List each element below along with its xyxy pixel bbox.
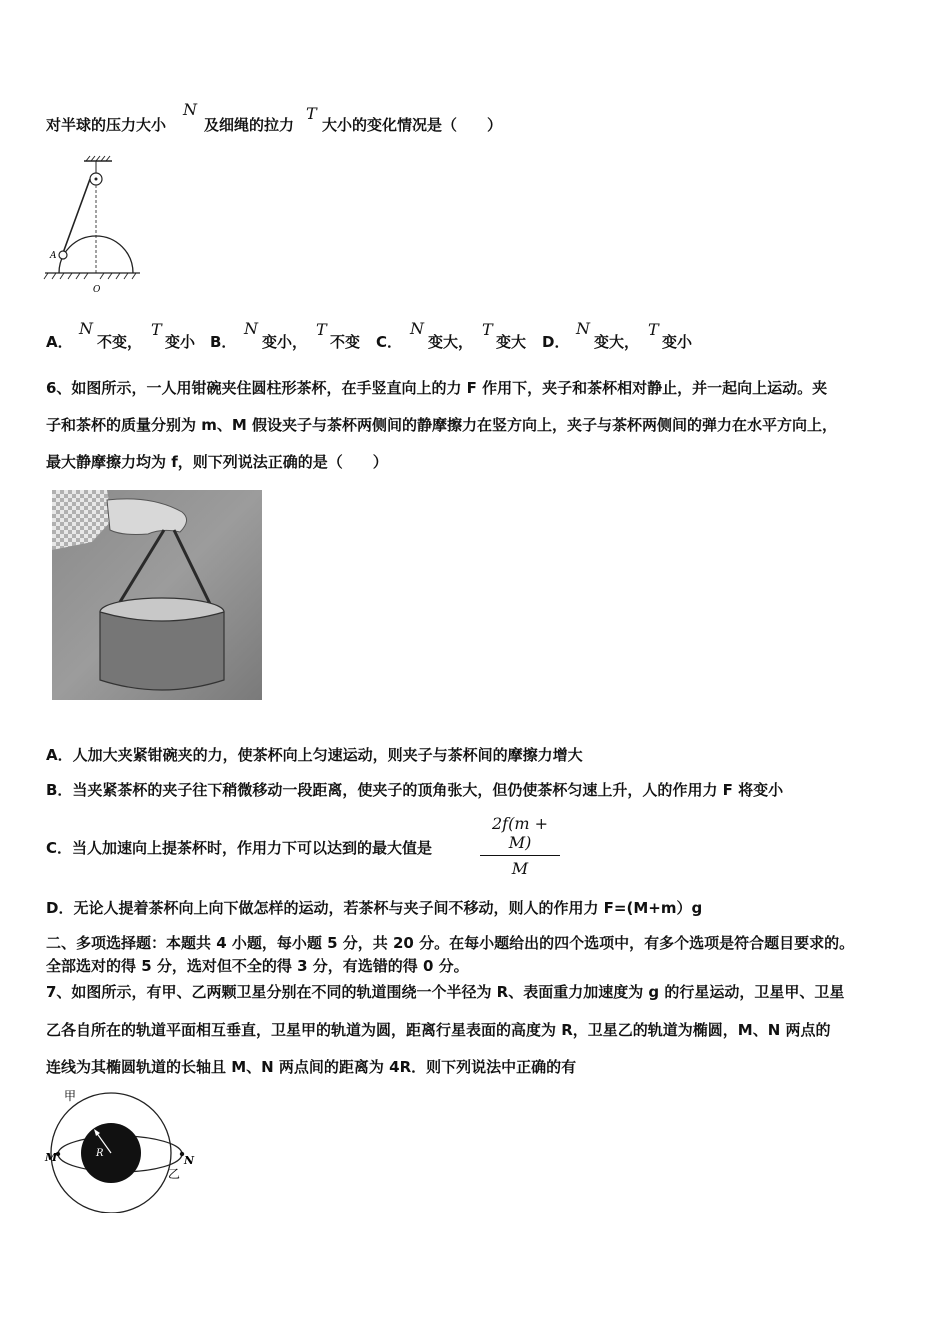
q6-option-c: C．当人加速向上提茶杯时，作用力下可以达到的最大值是: [46, 839, 433, 857]
q6-option-c-fraction: [480, 814, 560, 878]
label-R: R: [96, 1148, 104, 1159]
ball-icon: [59, 251, 67, 259]
q7-line1: 7、如图所示，有甲、乙两颗卫星分别在不同的轨道围绕一个半径为 R、表面重力加速度为 g 的行星运动，卫星甲、卫星: [46, 983, 845, 1001]
q5-option-a-letter: A．: [46, 333, 73, 351]
q5-option-c-letter: C．: [376, 333, 403, 351]
q5-option-a-n: 不变，: [97, 333, 143, 351]
q5-stem-part1: 对半球的压力大小: [46, 116, 167, 134]
q5-option-b-N: N: [244, 319, 258, 338]
q7-line2: 乙各自所在的轨道平面相互垂直，卫星甲的轨道为圆，距离行星表面的高度为 R，卫星乙的轨道为椭圆，M、N 两点的: [46, 1021, 831, 1039]
label-A: A: [50, 251, 57, 261]
q5-option-c-t: 变大: [496, 333, 527, 351]
q5-option-d-letter: D．: [542, 333, 570, 351]
var-T: T: [306, 104, 317, 123]
label-N: N: [184, 1154, 195, 1167]
fraction-denominator: M: [511, 859, 529, 878]
q6-option-b: B．当夹紧茶杯的夹子往下稍微移动一段距离，使夹子的顶角张大，但仍使茶杯匀速上升，人的作用力 F 将变小: [46, 781, 784, 799]
q5-stem: [46, 115, 166, 135]
q7-figure: [38, 1088, 208, 1213]
q7-line3: 连线为其椭圆轨道的长轴且 M、N 两点间的距离为 4R．则下列说法中正确的有: [46, 1058, 577, 1076]
q5-option-b-T: T: [316, 320, 327, 339]
var-N: N: [183, 100, 197, 119]
q5-option-b-n: 变小，: [262, 333, 308, 351]
q6-option-a: A．人加大夹紧钳碗夹的力，使茶杯向上匀速运动，则夹子与茶杯间的摩擦力增大: [46, 746, 583, 764]
label-yi: 乙: [168, 1167, 181, 1181]
q6-line1: 6、如图所示，一人用钳碗夹住圆柱形茶杯，在手竖直向上的力 F 作用下，夹子和茶杯相对静止，并一起向上运动。夹: [46, 379, 828, 397]
q5-option-b-t: 不变: [330, 333, 361, 351]
label-jia: 甲: [64, 1089, 77, 1103]
q5-option-a-N: N: [79, 319, 93, 338]
q6-option-d: D．无论人提着茶杯向上向下做怎样的运动，若茶杯与夹子间不移动，则人的作用力 F=(M+m）g: [46, 899, 703, 917]
q5-stem-part3: 大小的变化情况是（ ）: [322, 116, 503, 134]
q5-option-d-n: 变大，: [594, 333, 640, 351]
section2-line1: 二、多项选择题：本题共 4 小题，每小题 5 分，共 20 分。在每小题给出的四个选项中，有多个选项是符合题目要求的。: [46, 934, 855, 952]
q5-option-a-T: T: [151, 320, 162, 339]
q5-option-b-letter: B．: [210, 333, 237, 351]
label-O: O: [93, 285, 101, 295]
q5-option-c-T: T: [482, 320, 493, 339]
q5-option-d-t: 变小: [662, 333, 693, 351]
q5-stem-part2: 及细绳的拉力: [204, 116, 295, 134]
q5-option-a-t: 变小: [165, 333, 196, 351]
q5-option-d-T: T: [648, 320, 659, 339]
q6-line3: 最大静摩擦力均为 f，则下列说法正确的是（ ）: [46, 453, 388, 471]
q5-figure: [40, 155, 150, 295]
q5-option-d-N: N: [576, 319, 590, 338]
q6-line2: 子和茶杯的质量分别为 m、M 假设夹子与茶杯两侧间的静摩擦力在竖方向上，夹子与茶杯两侧间的弹力在水平方向上，: [46, 416, 838, 434]
section2-line2: 全部选对的得 5 分，选对但不全的得 3 分，有选错的得 0 分。: [46, 957, 469, 975]
q6-photo: [52, 490, 262, 700]
cup: [100, 612, 224, 690]
q5-option-c-n: 变大，: [428, 333, 474, 351]
q5-option-c-N: N: [410, 319, 424, 338]
label-M: M: [45, 1151, 58, 1164]
fraction-numerator: 2f(m + M): [491, 814, 548, 852]
